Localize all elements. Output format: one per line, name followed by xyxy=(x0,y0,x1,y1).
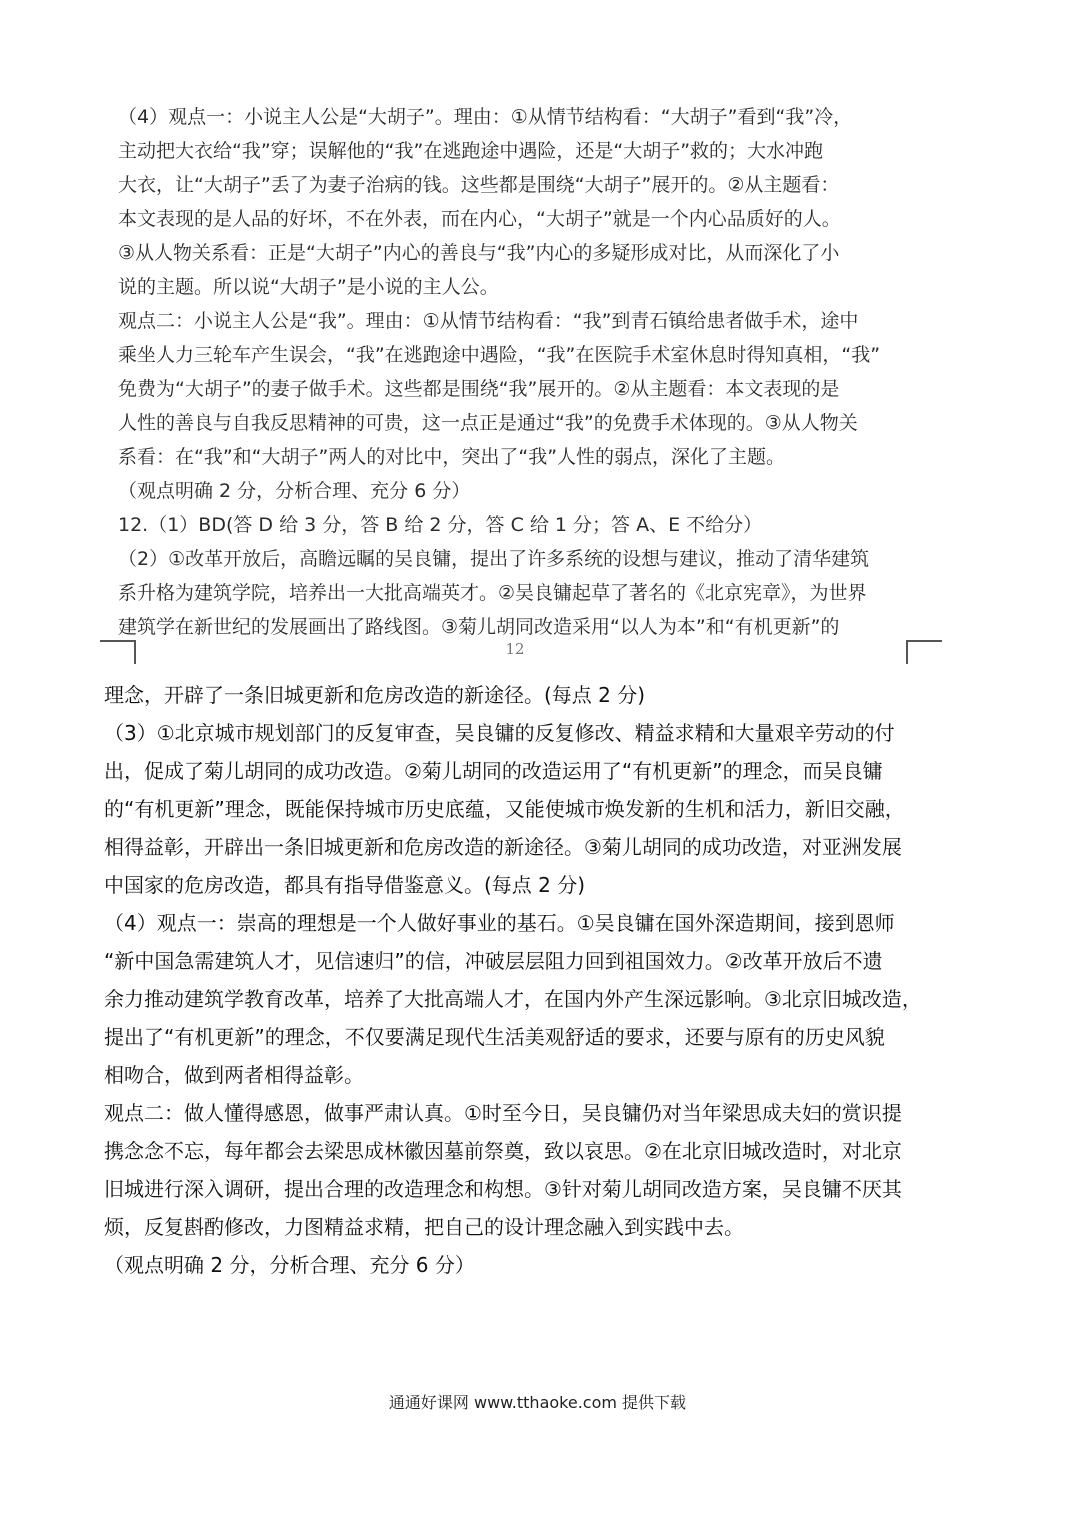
scan-line: 观点二：小说主人公是“我”。理由：①从情节结构看：“我”到青石镇给患者做手术，途中 xyxy=(118,310,859,332)
typed-line: 出，促成了菊儿胡同的成功改造。②菊儿胡同的改造运用了“有机更新”的理念，而吴良镛 xyxy=(104,759,883,783)
scan-line: 建筑学在新世纪的发展画出了路线图。③菊儿胡同改造采用“以人为本”和“有机更新”的 xyxy=(118,616,840,638)
typed-line: 烦，反复斟酌修改，力图精益求精，把自己的设计理念融入到实践中去。 xyxy=(104,1215,744,1239)
typed-line: （3）①北京城市规划部门的反复审查，吴良镛的反复修改、精益求精和大量艰辛劳动的付 xyxy=(104,721,895,745)
typed-line: 相吻合，做到两者相得益彰。 xyxy=(104,1063,364,1087)
scan-line: 说的主题。所以说“大胡子”是小说的主人公。 xyxy=(118,276,499,298)
typed-line: 的“有机更新”理念，既能保持城市历史底蕴，又能使城市焕发新的生机和活力，新旧交融， xyxy=(104,797,905,821)
scan-line: （观点明确 2 分，分析合理、充分 6 分） xyxy=(118,480,471,502)
scan-line: 12.（1）BD(答 D 给 3 分，答 B 给 2 分，答 C 给 1 分；答 A、E 不给分） xyxy=(118,514,763,536)
typed-line: 携念念不忘，每年都会去梁思成林徽因墓前祭奠，致以哀思。②在北京旧城改造时，对北京 xyxy=(104,1139,902,1163)
page-number: 12 xyxy=(505,640,525,658)
scan-line: 系升格为建筑学院，培养出一大批高端英才。②吴良镛起草了著名的《北京宪章》，为世界 xyxy=(118,582,867,604)
crop-mark-right xyxy=(906,640,942,664)
scan-line: 主动把大衣给“我”穿；误解他的“我”在逃跑途中遇险，还是“大胡子”救的；大水冲跑 xyxy=(118,140,824,162)
scan-line: ③从人物关系看：正是“大胡子”内心的善良与“我”内心的多疑形成对比，从而深化了小 xyxy=(118,242,840,264)
typed-line: （4）观点一：崇高的理想是一个人做好事业的基石。①吴良镛在国外深造期间，接到恩师 xyxy=(104,911,895,935)
typed-line: （观点明确 2 分，分析合理、充分 6 分） xyxy=(104,1253,475,1277)
scan-line: （4）观点一：小说主人公是“大胡子”。理由：①从情节结构看：“大胡子”看到“我”冷， xyxy=(118,106,853,128)
scan-line: 乘坐人力三轮车产生误会，“我”在逃跑途中遇险，“我”在医院手术室休息时得知真相，“我” xyxy=(118,344,881,366)
scan-line: 本文表现的是人品的好坏，不在外表，而在内心，“大胡子”就是一个内心品质好的人。 xyxy=(118,208,841,230)
scan-line: 免费为“大胡子”的妻子做手术。这些都是围绕“我”展开的。②从主题看：本文表现的是 xyxy=(118,378,840,400)
typed-line: 观点二：做人懂得感恩，做事严肃认真。①时至今日，吴良镛仍对当年梁思成夫妇的赏识提 xyxy=(104,1101,902,1125)
typed-line: 提出了“有机更新”的理念，不仅要满足现代生活美观舒适的要求，还要与原有的历史风貌 xyxy=(104,1025,885,1049)
typed-answer-block xyxy=(104,676,984,1284)
scan-line: 人性的善良与自我反思精神的可贵，这一点正是通过“我”的免费手术体现的。③从人物关 xyxy=(118,412,858,434)
typed-line: 相得益彰，开辟出一条旧城更新和危房改造的新途径。③菊儿胡同的成功改造，对亚洲发展 xyxy=(104,835,902,859)
footer-source: 通通好课网 www.tthaoke.com 提供下载 xyxy=(388,1393,687,1412)
scan-line: （2）①改革开放后，高瞻远瞩的吴良镛，提出了许多系统的设想与建议，推动了清华建筑 xyxy=(118,548,870,570)
crop-mark-left xyxy=(100,640,136,664)
typed-line: 余力推动建筑学教育改革，培养了大批高端人才，在国内外产生深远影响。③北京旧城改造， xyxy=(104,987,922,1011)
typed-line: 理念，开辟了一条旧城更新和危房改造的新途径。(每点 2 分) xyxy=(104,683,646,707)
scan-line: 大衣，让“大胡子”丢了为妻子治病的钱。这些都是围绕“大胡子”展开的。②从主题看： xyxy=(118,174,840,196)
scanned-answer-block xyxy=(118,100,918,644)
scan-line: 系看：在“我”和“大胡子”两人的对比中，突出了“我”人性的弱点，深化了主题。 xyxy=(118,446,786,468)
typed-line: 旧城进行深入调研，提出合理的改造理念和构想。③针对菊儿胡同改造方案，吴良镛不厌其 xyxy=(104,1177,902,1201)
typed-line: “新中国急需建筑人才，见信速归”的信，冲破层层阻力回到祖国效力。②改革开放后不遗 xyxy=(104,949,883,973)
typed-line: 中国家的危房改造，都具有指导借鉴意义。(每点 2 分) xyxy=(104,873,586,897)
